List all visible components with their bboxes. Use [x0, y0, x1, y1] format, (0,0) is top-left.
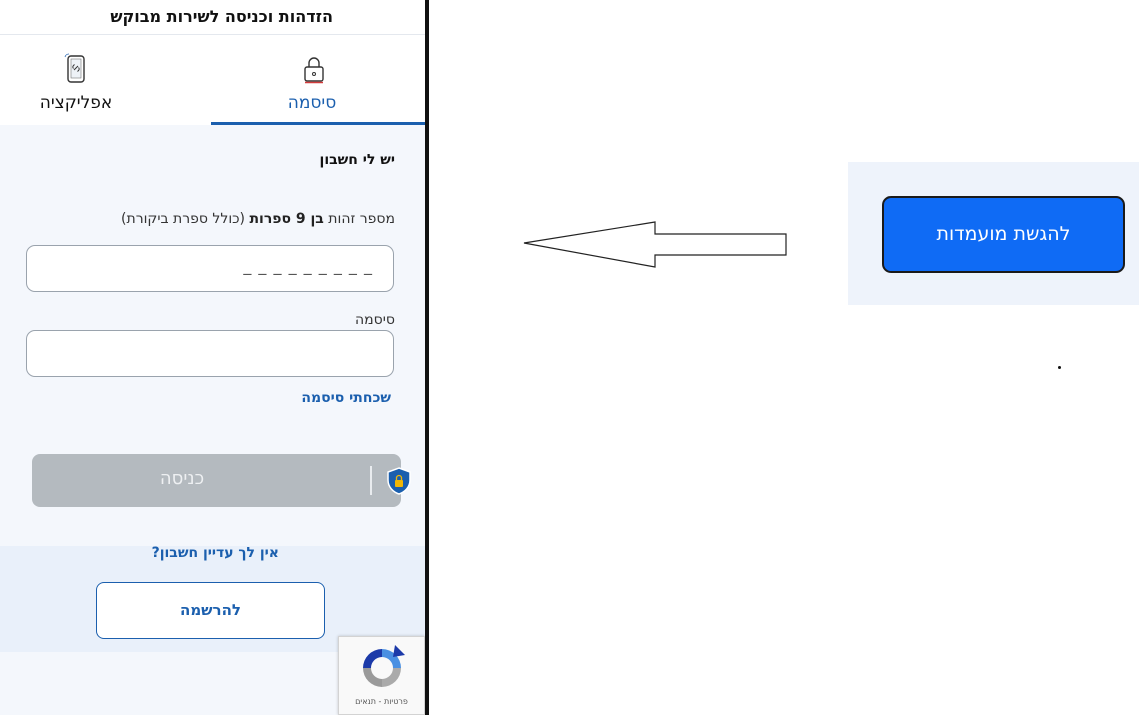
id-number-input[interactable]	[26, 245, 394, 292]
shield-lock-icon	[384, 466, 414, 496]
password-input[interactable]	[26, 330, 394, 377]
id-label-prefix: מספר זהות	[328, 211, 395, 227]
tab-application-label: אפליקציה	[39, 93, 113, 113]
lock-icon	[302, 53, 326, 85]
id-number-placeholder: _ _ _ _ _ _ _ _ _	[243, 256, 373, 275]
forgot-password-link[interactable]: שכחתי סיסמה	[301, 390, 391, 406]
left-arrow-icon	[520, 218, 790, 272]
password-label: סיסמה	[355, 312, 395, 328]
register-button-label: להרשמה	[180, 601, 241, 619]
recaptcha-icon	[357, 643, 407, 693]
id-label-bold: בן 9 ספרות	[249, 211, 324, 227]
tab-password-label: סיסמה	[287, 93, 337, 113]
tab-application[interactable]	[0, 35, 212, 125]
section-title: יש לי חשבון	[319, 152, 395, 168]
recaptcha-badge[interactable]	[338, 636, 425, 715]
no-account-link[interactable]: אין לך עדיין חשבון?	[151, 545, 279, 561]
dot-mark	[1058, 366, 1061, 369]
id-label-suffix: (כולל ספרת ביקורת)	[121, 211, 246, 227]
panel-border	[425, 0, 429, 715]
phone-link-icon	[64, 53, 88, 85]
apply-candidacy-button[interactable]	[882, 196, 1125, 273]
apply-candidacy-label: להגשת מועמדות	[936, 223, 1071, 245]
id-field-label	[121, 211, 395, 227]
login-panel	[0, 0, 425, 715]
page-title: הזדהות וכניסה לשירות מבוקש	[110, 7, 333, 26]
login-button-label: כניסה	[159, 468, 205, 489]
login-button-divider	[370, 466, 372, 495]
register-button[interactable]	[96, 582, 325, 639]
tab-password[interactable]	[211, 35, 425, 125]
recaptcha-links[interactable]: פרטיות - תנאים	[355, 697, 408, 706]
login-header	[0, 0, 425, 35]
login-button[interactable]	[32, 454, 401, 507]
login-tabs	[0, 35, 425, 125]
